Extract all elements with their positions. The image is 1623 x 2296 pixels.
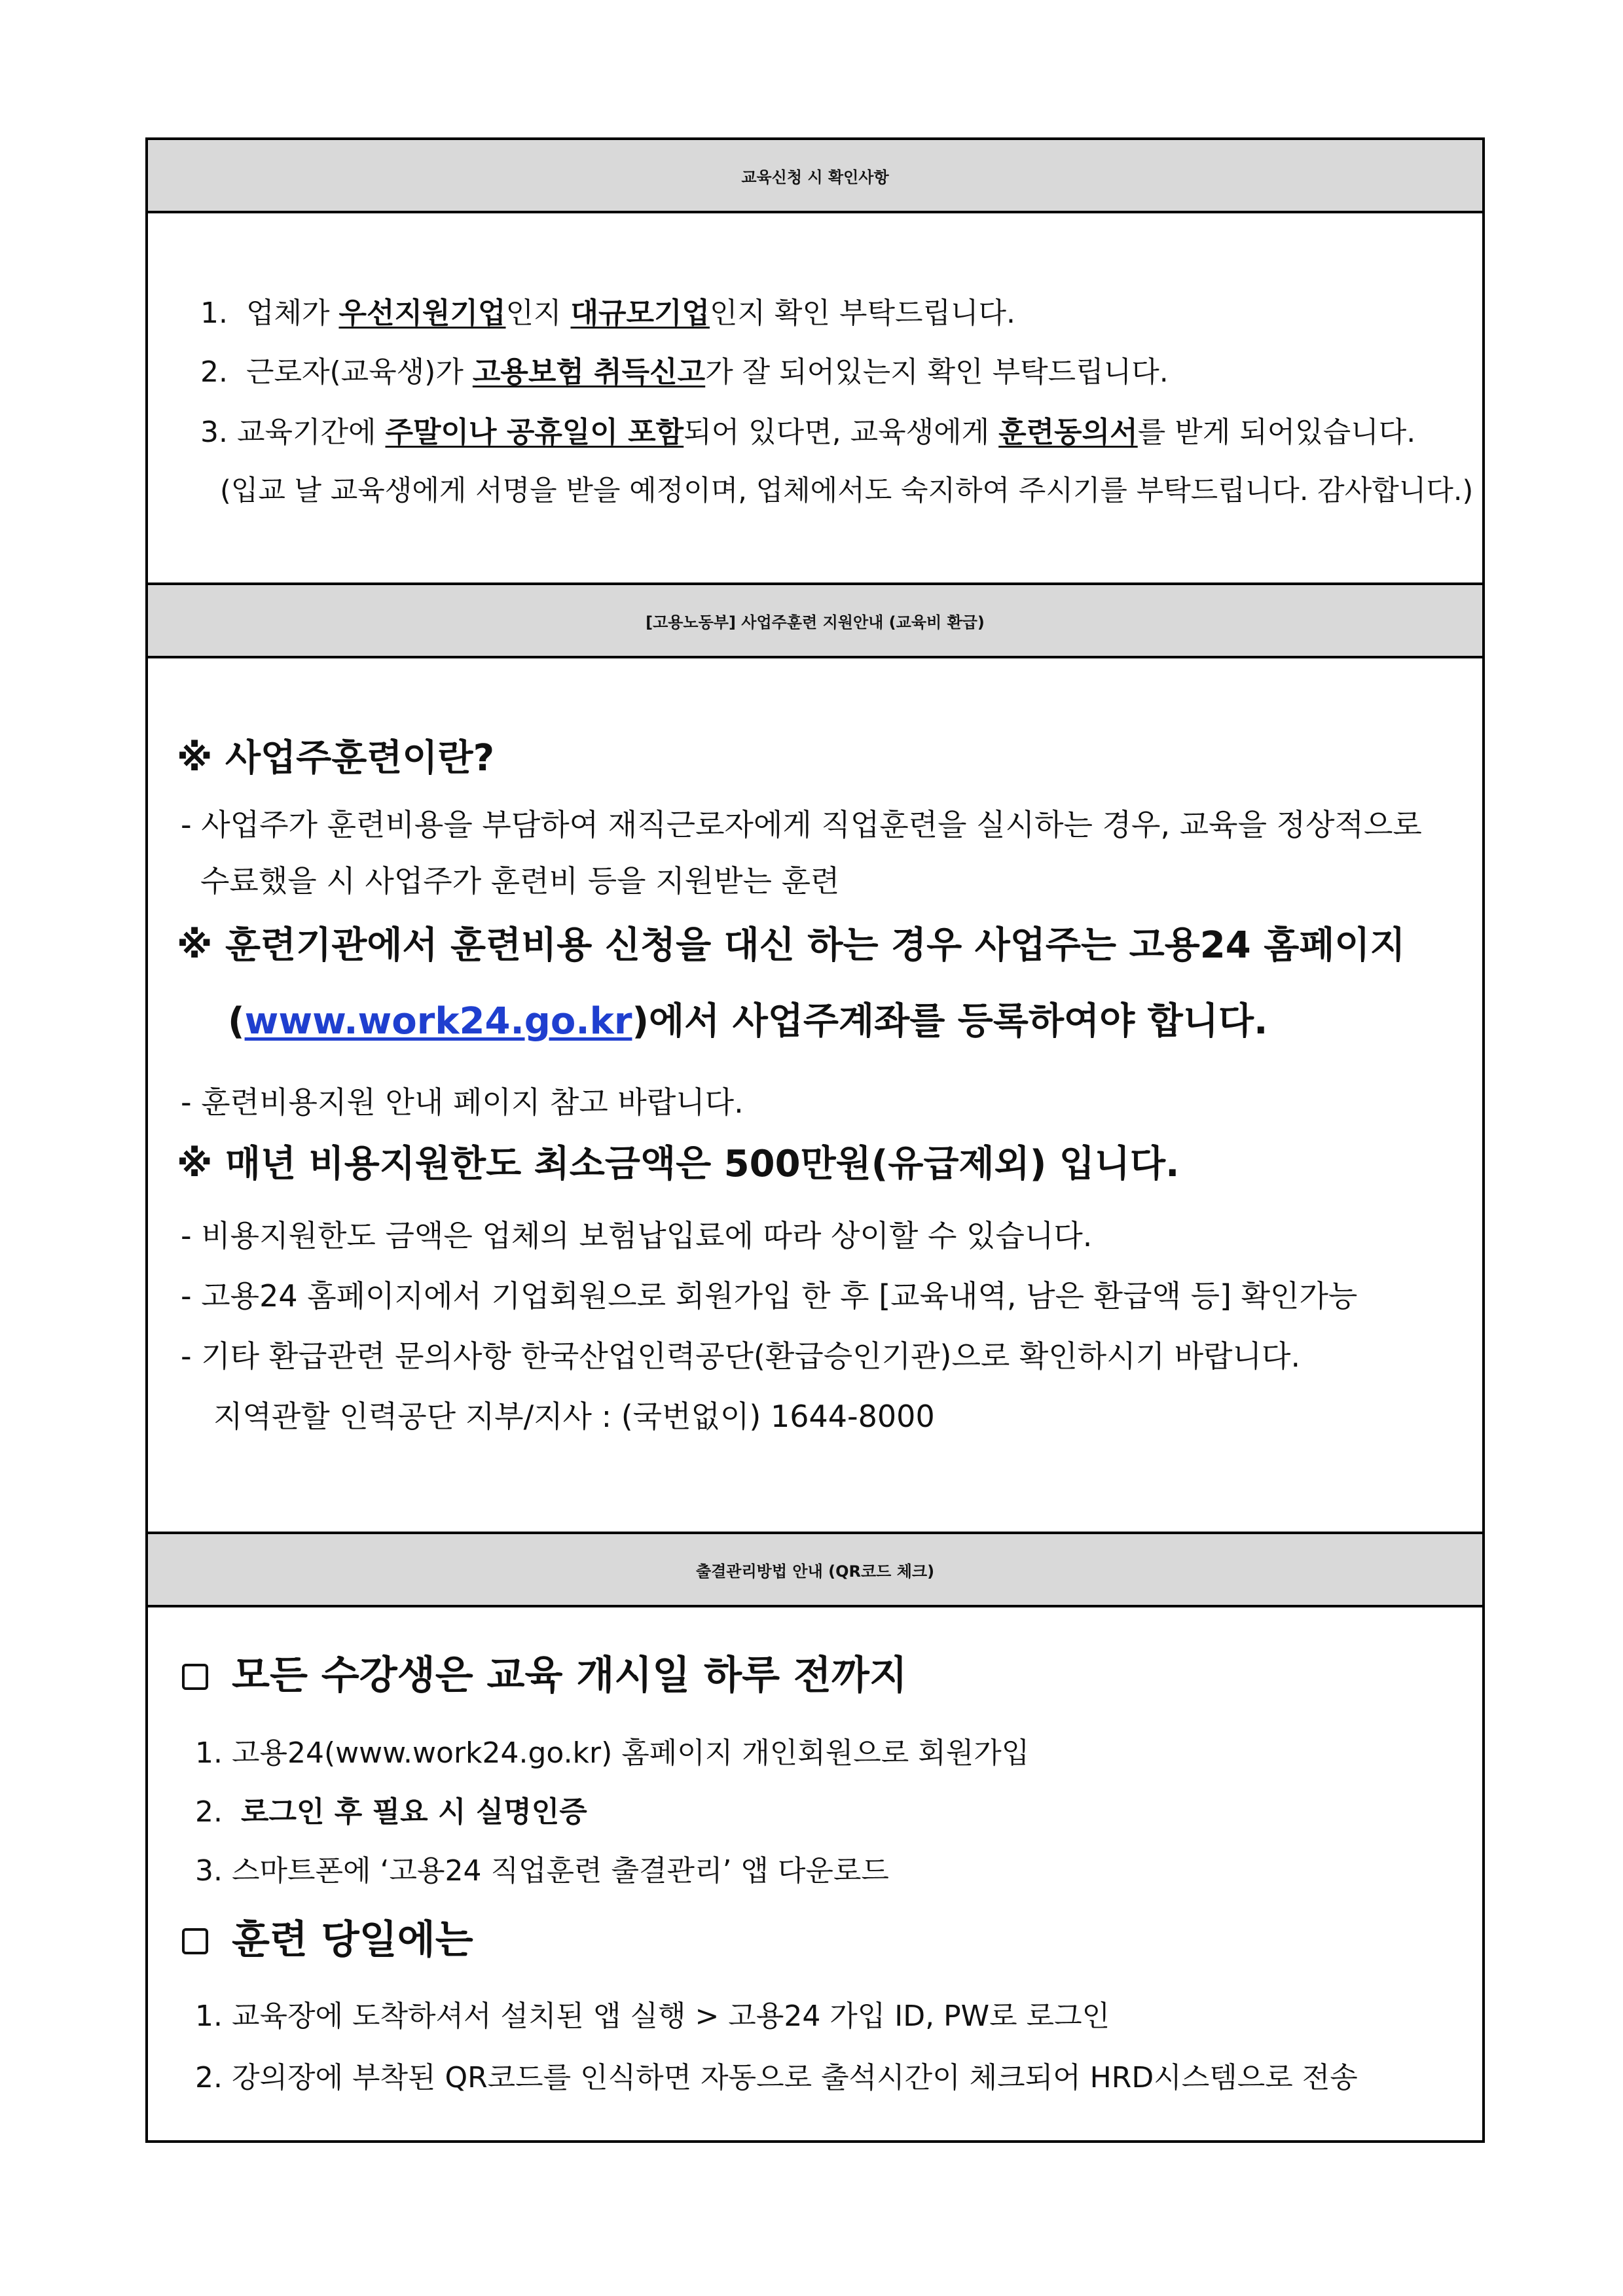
section1-item-1: 1. 업체가 우선지원기업인지 대규모기업인지 확인 부탁드립니다. <box>200 296 1016 330</box>
weekend-holiday-text: 주말이나 공휴일이 포함 <box>385 416 684 449</box>
section3-box1-item1: 1. 고용24(www.work24.go.kr) 홈페이지 개인회원으로 회원가입 <box>195 1736 1030 1770</box>
section1-title: 교육신청 시 확인사항 <box>148 140 1482 213</box>
priority-company-text: 우선지원기업 <box>338 296 506 330</box>
checkbox-square-icon <box>182 1664 208 1690</box>
section3-title: 출결관리방법 안내 (QR코드 체크) <box>148 1532 1482 1607</box>
insurance-report-text: 고용보험 취득신고 <box>472 355 706 389</box>
section2-q3-line3: - 기타 환급관련 문의사항 한국산업인력공단(환급승인기관)으로 확인하시기 바랍니다. <box>181 1338 1301 1374</box>
section3-box2-item2: 2. 강의장에 부착된 QR코드를 인식하면 자동으로 출석시간이 체크되어 HRD시스템으로 전송 <box>195 2061 1358 2094</box>
section2-q3: ※ 매년 비용지원한도 최소금액은 500만원(유급제외) 입니다. <box>177 1143 1180 1185</box>
section2-q1: ※ 사업주훈련이란? <box>177 737 495 780</box>
section2-q1-line2: 수료했을 시 사업주가 훈련비 등을 지원받는 훈련 <box>200 863 840 899</box>
section2-q1-line1: - 사업주가 훈련비용을 부담하여 재직근로자에게 직업훈련을 실시하는 경우, 교육을 정상적으로 <box>181 807 1422 842</box>
section2-q2-line2: (www.work24.go.kr)에서 사업주계좌를 등록하여야 합니다. <box>228 1000 1268 1043</box>
section3-box2-item1: 1. 교육장에 도착하셔서 설치된 앱 실행 > 고용24 가입 ID, PW로 로그인 <box>195 2000 1110 2033</box>
section2-q2-line1: ※ 훈련기관에서 훈련비용 신청을 대신 하는 경우 사업주는 고용24 홈페이지 <box>177 924 1406 967</box>
work24-link[interactable]: www.work24.go.kr <box>244 1000 632 1043</box>
checkbox-square-icon <box>182 1928 208 1954</box>
section1-item-3: 3. 교육기간에 주말이나 공휴일이 포함되어 있다면, 교육생에게 훈련동의서를 받게 되어있습니다. <box>200 416 1416 449</box>
section2-title: [고용노동부] 사업주훈련 지원안내 (교육비 환급) <box>148 583 1482 658</box>
section1-item-2: 2. 근로자(교육생)가 고용보험 취득신고가 잘 되어있는지 확인 부탁드립니다. <box>200 355 1169 389</box>
section2-q3-line4: 지역관할 인력공단 지부/지사 : (국번없이) 1644-8000 <box>213 1399 935 1434</box>
training-consent-text: 훈련동의서 <box>998 416 1138 449</box>
section3-box1-item3: 3. 스마트폰에 ‘고용24 직업훈련 출결관리’ 앱 다운로드 <box>195 1854 889 1888</box>
section3-box2-heading: 훈련 당일에는 <box>182 1909 473 1965</box>
section3-box1-heading: 모든 수강생은 교육 개시일 하루 전까지 <box>182 1644 907 1700</box>
notice-frame <box>145 137 1485 2143</box>
large-company-text: 대규모기업 <box>570 296 710 330</box>
section2-q3-line2: - 고용24 홈페이지에서 기업회원으로 회원가입 한 후 [교육내역, 남은 환급액 등] 확인가능 <box>181 1278 1358 1314</box>
section2-q3-line1: - 비용지원한도 금액은 업체의 보험납입료에 따라 상이할 수 있습니다. <box>181 1218 1093 1253</box>
section2-q2-sub: - 훈련비용지원 안내 페이지 참고 바랍니다. <box>181 1085 744 1120</box>
section1-item-3-note: (입교 날 교육생에게 서명을 받을 예정이며, 업체에서도 숙지하여 주시기를 부탁드립니다. 감사합니다.) <box>220 475 1474 507</box>
section3-box1-item2: 2. 로그인 후 필요 시 실명인증 <box>195 1795 587 1829</box>
